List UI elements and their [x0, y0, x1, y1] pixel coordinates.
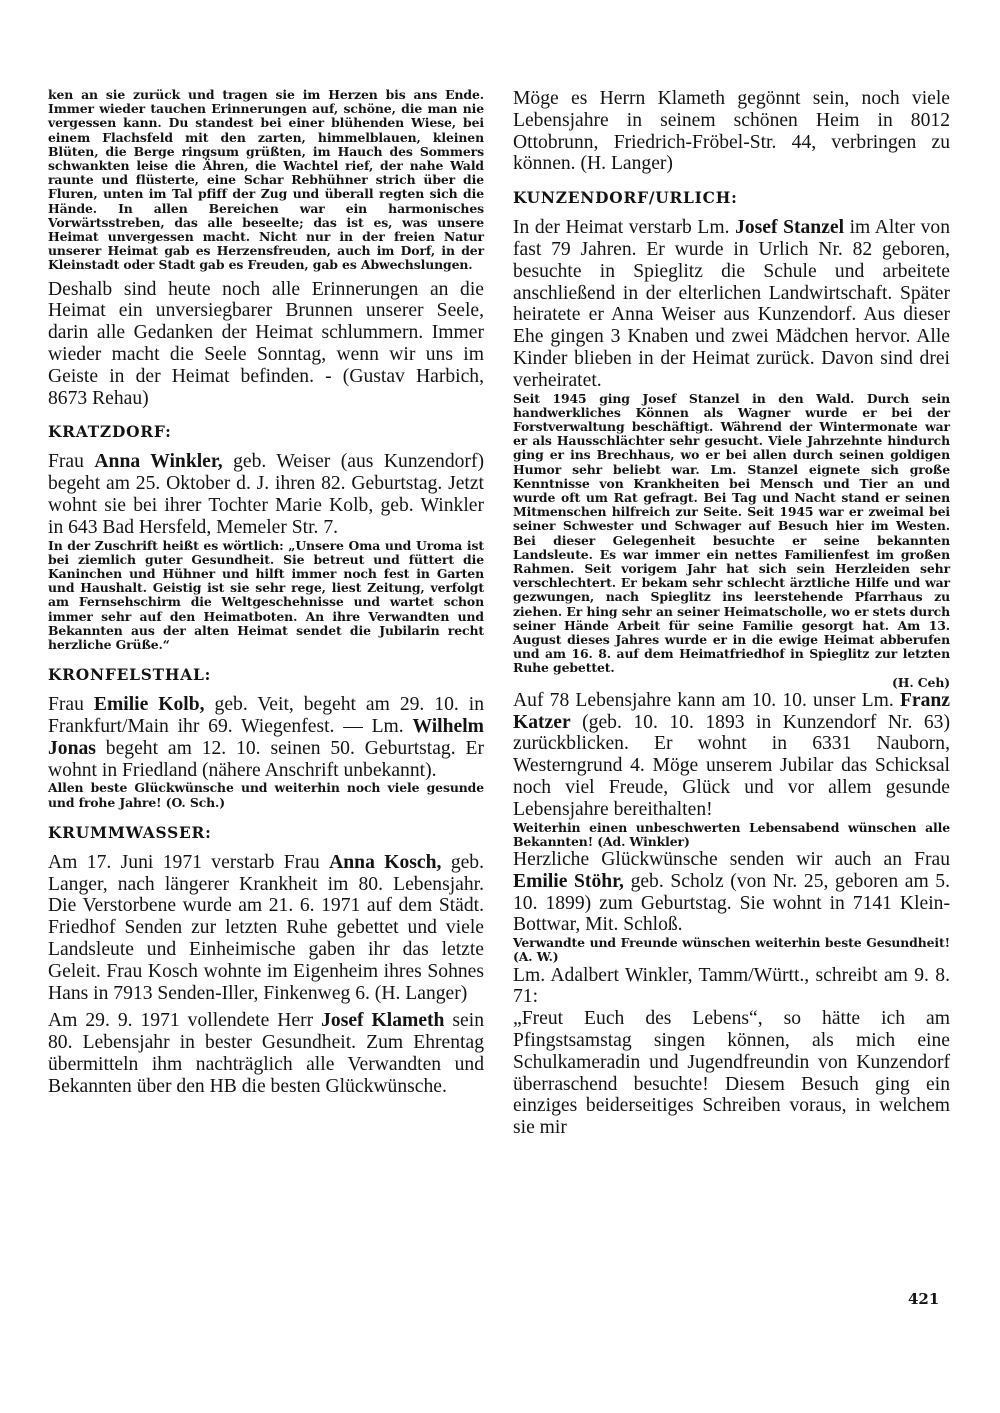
person-name: Anna Kosch,	[329, 851, 442, 873]
klameth-wishes-paragraph: Möge es Herrn Klameth gegönnt sein, noch viele Lebensjahre in seinem schönen Heim in 8012 Ottobrunn, Friedrich-Fröbel-Str. 44, verbringen zu können. (H. Langer)	[513, 88, 950, 175]
kronfelsthal-wishes-paragraph: Allen beste Glückwünsche und weiterhin noch viele gesunde und frohe Jahre! (O. Sch.)	[48, 780, 484, 810]
section-heading-kronfelsthal: KRONFELSTHAL:	[48, 666, 212, 685]
memories-paragraph: ken an sie zurück und tragen sie im Herzen bis ans Ende. Immer wieder tauchen Erinnerungen auf, schöne, die man nie vergessen kann. Du standest bei einer blühenden Wiese, bei einem Flachsfeld mit den zarten, himmelblauen, kleinen Blüten, die Berge ringsum grüßten, im Hauch des Sommers schwankten leise die Ähren, die Wachtel rief, der nahe Wald raunte und flüsterte, eine Schar Rebhühner strich über die Fluren, unten im Tal pfiff der Zug und überall regten sich die Hände. In allen Bereichen war ein harmonisches Vorwärtsstreben, das alle beseelte; das ist es, was unsere Heimat unvergessen macht. Nicht nur in der freien Natur unserer Heimat gab es Herzensfreuden, auch im Dorf, in der Kleinstadt oder Stadt gab es Freuden, gab es Abwechslungen.	[48, 87, 484, 273]
person-name: Emilie Stöhr,	[513, 870, 624, 892]
krummwasser-obituary-paragraph: Am 17. Juni 1971 verstarb Frau Anna Kosch, geb. Langer, nach längerer Krankheit im 80. Lebensjahr. Die Verstorbene wurde am 21. 6. 1971 auf dem Städt. Friedhof Senden zur letzten Ruhe gebettet und viele Landsleute und Einheimische gaben ihr das letzte Geleit. Frau Kosch wohnte im Eigenheim ihres Sohnes Hans in 7913 Senden-Iller, Finkenweg 6. (H. Langer)	[48, 851, 485, 1004]
person-name: Josef Stanzel	[735, 217, 845, 239]
stanzel-biography-paragraph: Seit 1945 ging Josef Stanzel in den Wald. Durch sein handwerkliches Können als Wagner wurde er bei der Forstverwaltung beschäftigt. Während der Wintermonate war er als Hausschlächter sehr gesucht. Viele Jahrzehnte hindurch ging er ins Brechhaus, wo er bei allen durch seinen goldigen Humor sehr beliebt war. Lm. Stanzel eignete sich große Kenntnisse von Krankheiten bei Mensch und Tier an und wurde oft um Rat gefragt. Bei Tag und Nacht stand er seinen Mitmenschen hilfreich zur Seite. Seit 1945 war er zweimal bei seiner Schwester und Schwager auf Besuch hier im Westen. Bei dieser Gelegenheit besuchte er seine bekannten Landsleute. Es war immer ein nettes Familienfest im großen Rahmen. Seit vorigem Jahr hat sich sein Herzleiden sehr verschlechtert. Er bekam sehr schlecht ärztliche Hilfe und war gezwungen, nach Spieglitz ins leerstehende Pfarrhaus zu ziehen. Er hing sehr an seiner Heimatscholle, wo er stets durch seiner Hände Arbeit für seine Familie gesorgt hat. Am 13. August dieses Jahres wurde er in die ewige Heimat abberufen und am 16. 8. auf dem Heimatfriedhof in Spieglitz zur letzten Ruhe gebettet. (H. Ceh)	[513, 390, 950, 690]
memories-closing-paragraph: Deshalb sind heute noch alle Erinnerungen an die Heimat ein unversiegbarer Brunnen unserer Seele, darin alle Gedanken der Heimat schlummern. Immer wieder macht die Seele Sonntag, wenn wir uns im Geiste in der Heimat befinden. - (Gustav Harbich, 8673 Rehau)	[48, 278, 484, 409]
kratzdorf-quote-paragraph: In der Zuschrift heißt es wörtlich: „Unsere Oma und Uroma ist bei ziemlich guter Gesundheit. Sie betreut und füttert die Kaninchen und Hühner und hilft immer noch fest in Garten und Haushalt. Geistig ist sie sehr rege, liest Zeitung, verfolgt am Fernsehschirm die Weltgeschehnisse und wartet schon immer sehr auf den Heimatboten. An ihre Verwandten und Bekannten aus der alten Heimat sendet die Jubilarin recht herzliche Grüße.“	[48, 537, 484, 653]
person-name: Emilie Kolb,	[93, 694, 205, 716]
katzer-birthday-paragraph: Auf 78 Lebensjahre kann am 10. 10. unser Lm. Franz Katzer (geb. 10. 10. 1893 in Kunzendorf Nr. 63) zurückblicken. Er wohnt in 6331 Nauborn, Westerngrund 4. Möge unserem Jubilar das Schicksal noch viel Freude, Glück und vor allem gesunde Lebensjahre bereithalten!	[513, 689, 950, 820]
krummwasser-birthday-paragraph: Am 29. 9. 1971 vollendete Herr Josef Klameth sein 80. Lebensjahr in bester Gesundheit. Zum Ehrentag übermitteln ihm nachträglich alle Verwandten und Bekannten über den HB die besten Glückwünsche.	[48, 1010, 484, 1097]
winkler-letter-paragraph: „Freut Euch des Lebens“, so hätte ich am Pfingstsamstag singen können, als mich eine Schulkameradin und Jugendfreundin von Kunzendorf überraschend besuchte! Diesem Besuch ging ein einziges beiderseitiges Schreiben voraus, in welchem sie mir	[513, 1008, 950, 1139]
winkler-letter-intro: Lm. Adalbert Winkler, Tamm/Württ., schreibt am 9. 8. 71:	[513, 964, 950, 1008]
section-heading-kratzdorf: KRATZDORF:	[48, 423, 172, 442]
stoehr-wishes-paragraph: Verwandte und Freunde wünschen weiterhin beste Gesundheit! (A. W.)	[513, 935, 950, 965]
author-signature: (H. Ceh)	[891, 674, 950, 690]
person-name: Josef Klameth	[321, 1010, 445, 1032]
page-number: 421	[908, 1290, 940, 1308]
stanzel-obituary-paragraph: In der Heimat verstarb Lm. Josef Stanzel im Alter von fast 79 Jahren. Er wurde in Urlich Nr. 82 geboren, besuchte in Spieglitz die Schule und arbeitete anschließend in der elterlichen Landwirtschaft. Später heiratete er Anna Weiser aus Kunzendorf. Aus dieser Ehe gingen 3 Knaben und zwei Mädchen hervor. Alle Kinder blieben in der Heimat zurück. Davon sind drei verheiratet.	[513, 217, 951, 391]
stoehr-birthday-paragraph: Herzliche Glückwünsche senden wir auch an Frau Emilie Stöhr, geb. Scholz (von Nr. 25, geboren am 5. 10. 1899) zum Geburtstag. Sie wohnt in 7141 Klein-Bottwar, Mit. Schloß.	[513, 849, 951, 936]
kronfelsthal-birthday-paragraph: Frau Emilie Kolb, geb. Veit, begeht am 29. 10. in Frankfurt/Main ihr 69. Wiegenfest. — Lm. Wilhelm Jonas begeht am 12. 10. seinen 50. Geburtstag. Er wohnt in Friedland (nähere Anschrift unbekannt).	[48, 694, 484, 781]
section-heading-krummwasser: KRUMMWASSER:	[48, 823, 212, 842]
left-column	[48, 88, 484, 1098]
person-name: Anna Winkler,	[94, 451, 223, 473]
person-name: Franz Katzer	[513, 689, 950, 733]
kratzdorf-birthday-paragraph: Frau Anna Winkler, geb. Weiser (aus Kunzendorf) begeht am 25. Oktober d. J. ihren 82. Geburtstag. Jetzt wohnt sie bei ihrer Tochter Marie Kolb, geb. Winkler in 643 Bad Hersfeld, Memeler Str. 7.	[48, 451, 484, 538]
person-name: Wilhelm Jonas	[48, 716, 484, 759]
katzer-wishes-paragraph: Weiterhin einen unbeschwerten Lebensabend wünschen alle Bekannten! (Ad. Winkler)	[513, 819, 950, 849]
right-column	[513, 88, 950, 1139]
section-heading-kunzendorf-urlich: KUNZENDORF/URLICH:	[513, 189, 738, 208]
